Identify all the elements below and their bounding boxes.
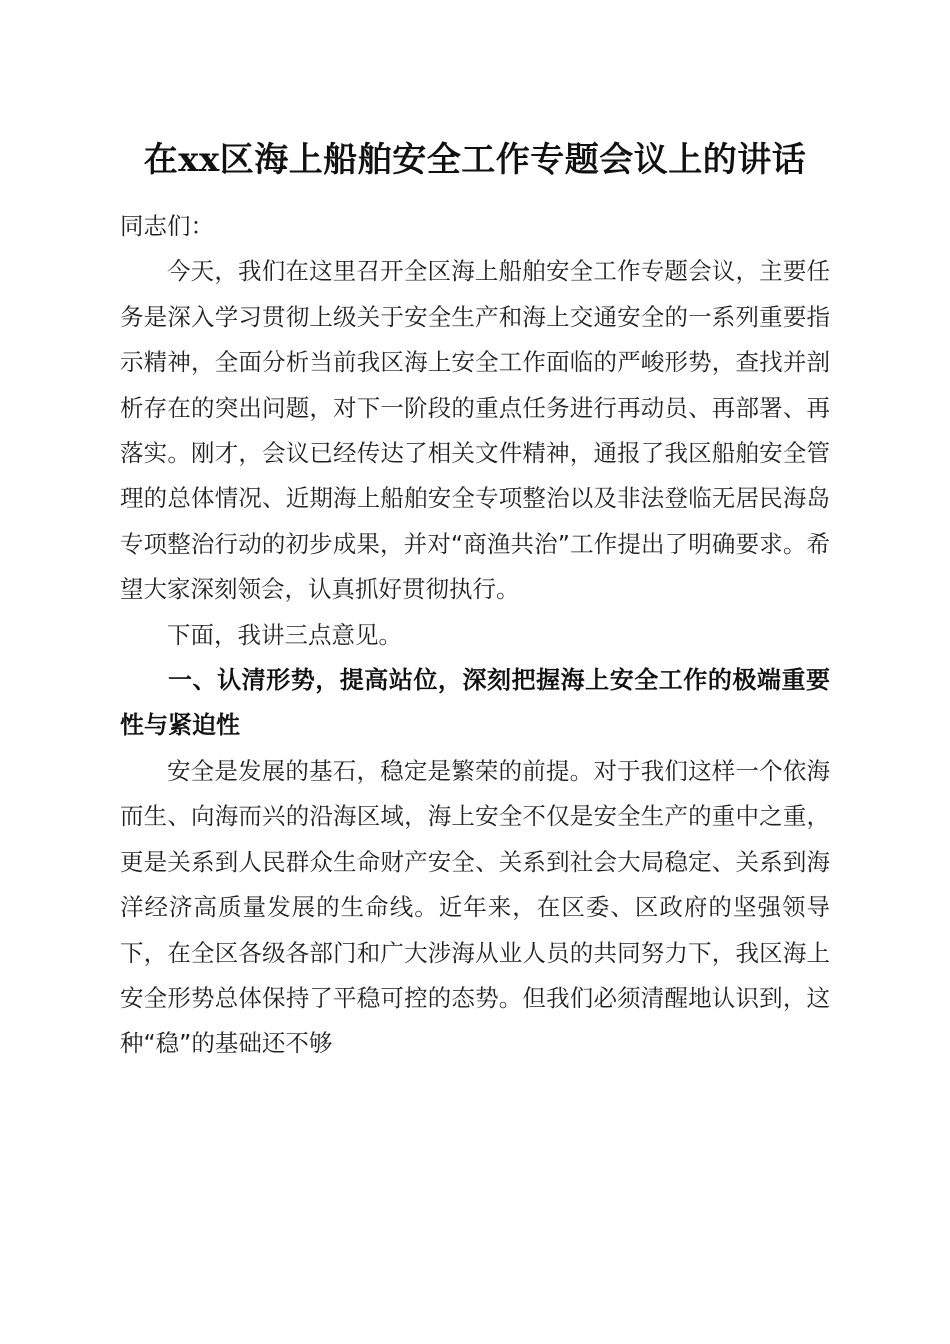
section-paragraph: 安全是发展的基石，稳定是繁荣的前提。对于我们这样一个依海而生、向海而兴的沿海区域，海上安全不仅是安全生产的重中之重，更是关系到人民群众生命财产安全、关系到社会大局稳定、关系到海洋经济高质量发展的生命线。近年来，在区委、区政府的坚强领导下，在全区各级各部门和广大涉海从业人员的共同努力下，我区海上安全形势总体保持了平稳可控的态势。但我们必须清醒地认识到，这种“稳”的基础还不够 <box>120 756 830 1058</box>
document-title: 在xx区海上船舶安全工作专题会议上的讲话 <box>143 140 807 180</box>
document-body <box>120 204 830 1067</box>
section-heading: 一、认清形势，提高站位，深刻把握海上安全工作的极端重要性与紧迫性 <box>120 666 830 740</box>
salutation: 同志们： <box>120 212 214 240</box>
transition-paragraph: 下面，我讲三点意见。 <box>167 620 402 649</box>
opening-paragraph: 今天，我们在这里召开全区海上船舶安全工作专题会议，主要任务是深入学习贯彻上级关于安全生产和海上交通安全的一系列重要指示精神，全面分析当前我区海上安全工作面临的严峻形势，查找并剖析存在的突出问题，对下一阶段的重点任务进行再动员、再部署、再落实。刚才，会议已经传达了相关文件精神，通报了我区船舶安全管理的总体情况、近期海上船舶安全专项整治以及非法登临无居民海岛专项整治行动的初步成果，并对“商渔共治”工作提出了明确要求。希望大家深刻领会，认真抓好贯彻执行。 <box>120 257 830 604</box>
